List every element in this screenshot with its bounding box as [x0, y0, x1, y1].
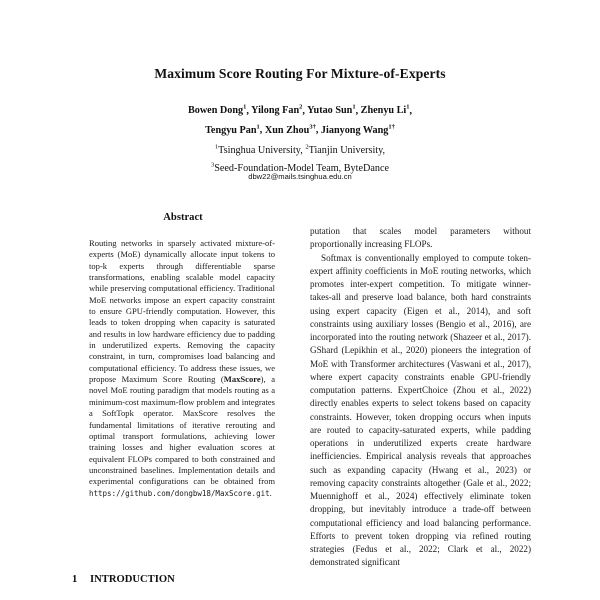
section-number: 1 — [72, 574, 78, 585]
paragraph: putation that scales model parameters without proportionally increasing FLOPs. — [310, 226, 531, 250]
right-column-text — [310, 225, 531, 570]
affiliation: $^1$Tsinghua University, — [214, 144, 306, 157]
affiliation: $^2$Tianjin University, — [305, 144, 386, 157]
paper-title: Maximum Score Routing For Mixture-of-Experts — [154, 66, 446, 81]
author: Zhenyu Li$^1$ — [360, 104, 410, 117]
author-list: Bowen Dong$^1$, Yilong Fan$^2$, Yutao Sun$^1$, Zhenyu Li$^1$, Tengyu Pan$^1$, Xun Zhou$^{3\dagger}$, Jianyong Wang$^{1\dagger}$ — [187, 104, 413, 136]
affiliation: $^3$Seed-Foundation-Model Team, ByteDance — [210, 161, 390, 175]
section-title: INTRODUCTION — [90, 574, 175, 585]
author: Jianyong Wang$^{1\dagger}$ — [320, 123, 395, 136]
method-name: MaxScore — [223, 374, 261, 385]
author-email[interactable]: dbw22@mails.tsinghua.edu.cn — [248, 172, 352, 181]
author: Bowen Dong$^1$ — [187, 104, 247, 117]
paragraph: Softmax is conventionally employed to compute token-expert affinity coefficients in MoE routing networks, which promotes inter-expert competition. To mitigate winner-takes-all and preserve load balance, both hard constraints using expert capacity (Eigen et al., 2014), and soft constraints using auxiliary losses (Bengio et al., 2016), are incorporated into the routing network (Shazeer et al., 2017). GShard (Lepikhin et al., 2020) pioneers the integration of MoE with Transformer architectures (Vaswani et al., 2017), where expert capacity constraints enable GPU-friendly computation patterns. ExpertChoice (Zhou et al., 2022) directly enables experts to select tokens based on capacity constraints. However, token dropping occurs when inputs are routed to capacity-saturated experts, while padding operations in underutilized experts create hardware inefficiencies. Empirical analysis reveals that approaches such as expanding capacity (Hwang et al., 2023) or removing capacity constraints altogether (Gale et al., 2022; Muennighoff et al., 2024) effectively eliminate token dropping, but inevitably introduce a trade-off between computational efficiency and load balancing performance. Efforts to prevent token dropping via refined routing strategies (Fedus et al., 2022; Clark et al., 2022) demonstrated significant — [310, 252, 531, 568]
section-heading — [72, 574, 292, 585]
author: Yutao Sun$^1$ — [307, 104, 356, 117]
author: Xun Zhou$^{3\dagger}$ — [264, 123, 316, 136]
author: Tengyu Pan$^1$ — [205, 123, 260, 136]
abstract-heading: Abstract — [163, 212, 203, 223]
repository-link[interactable]: https://github.com/dongbw18/MaxScore.git — [89, 488, 270, 498]
author: Yilong Fan$^2$ — [251, 104, 303, 117]
abstract-body: Routing networks in sparsely activated mixture-of-experts (MoE) dynamically allocate input tokens to top-k experts through differentiable sparse transformations, enabling scalable model capacity while preserving computational efficiency. Traditional MoE networks impose an expert capacity constraint to ensure GPU-friendly computation. However, this leads to token dropping when capacity is saturated and results in low hardware efficiency due to padding in underutilized experts. Removing the capacity constraint, in turn, compromises load balancing and computational efficiency. To address these issues, we propose Maximum Score Routing (MaxScore), a novel MoE routing paradigm that models routing as a minimum-cost maximum-flow problem and integrates a SoftTopk operator. MaxScore resolves the fundamental limitations of iterative rerouting and optimal transport formulations, achieving lower training losses and higher evaluation scores at equivalent FLOPs compared to both constrained and unconstrained baselines. Implementation details and experimental configurations can be obtained from https://github.com/dongbw18/MaxScore.git. — [89, 238, 275, 498]
